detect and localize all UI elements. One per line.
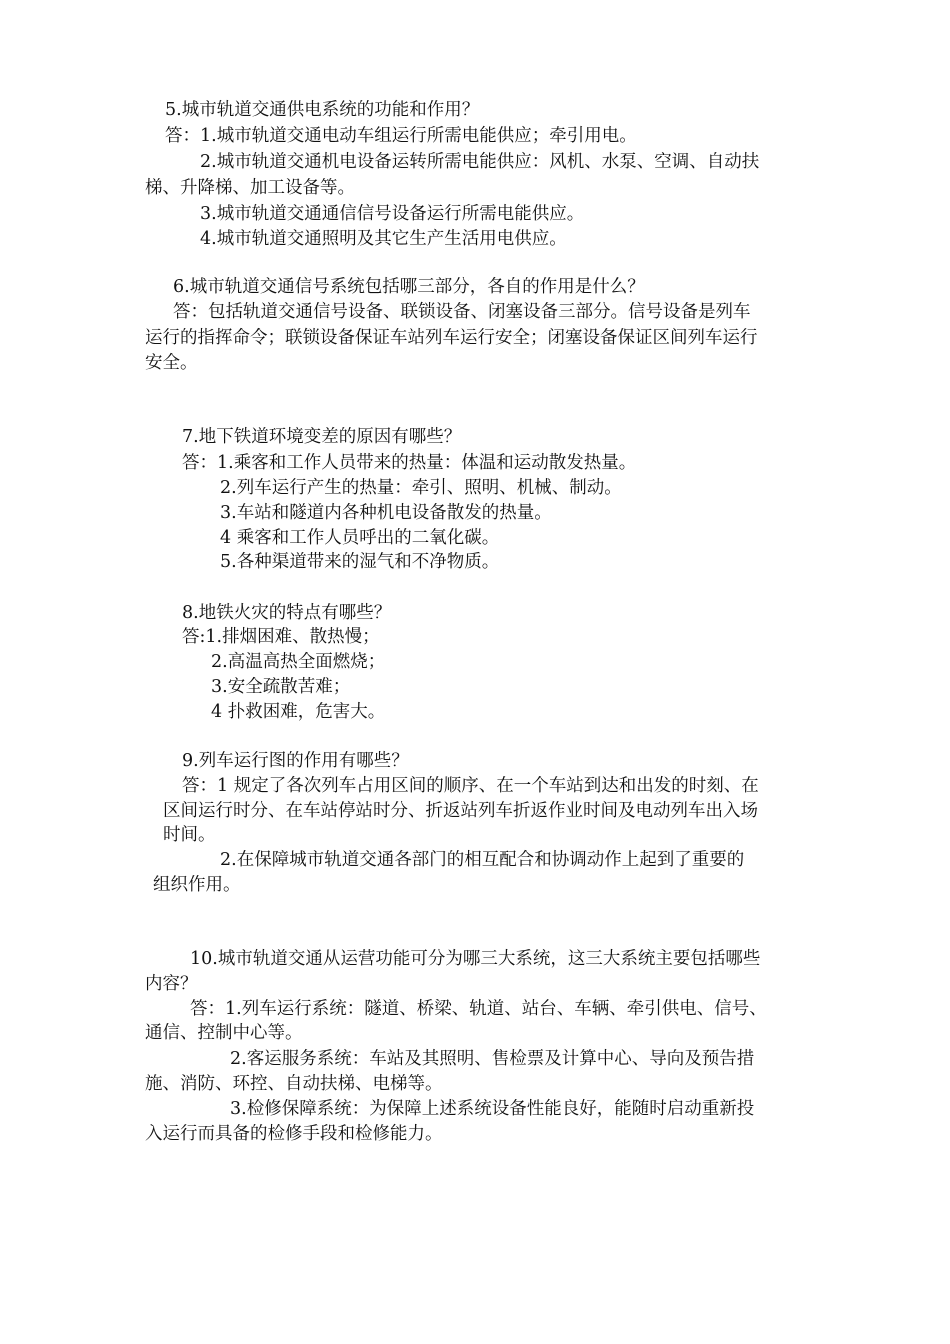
question-7-title: 7.地下铁道环境变差的原因有哪些？ (182, 427, 462, 447)
question-8-answer-line: 2.高温高热全面燃烧； (211, 652, 386, 672)
question-9-answer-line: 区间运行时分、在车站停站时分、折返站列车折返作业时间及电动列车出入场 (163, 801, 758, 821)
question-6-answer-line: 安全。 (145, 353, 198, 373)
question-9-answer-line: 时间。 (163, 825, 216, 845)
question-9-answer-line: 组织作用。 (153, 875, 241, 895)
question-5-answer-line: 3.城市轨道交通通信信号设备运行所需电能供应。 (200, 204, 585, 224)
question-9-title: 9.列车运行图的作用有哪些？ (182, 751, 409, 771)
question-10-answer-line: 入运行而具备的检修手段和检修能力。 (145, 1124, 443, 1144)
question-9-answer-line: 2.在保障城市轨道交通各部门的相互配合和协调动作上起到了重要的 (220, 850, 745, 870)
question-10-answer-line: 3.检修保障系统：为保障上述系统设备性能良好，能随时启动重新投 (230, 1099, 755, 1119)
question-10-answer-line: 2.客运服务系统：车站及其照明、售检票及计算中心、导向及预告措 (230, 1049, 755, 1069)
question-6-title: 6.城市轨道交通信号系统包括哪三部分，各自的作用是什么？ (173, 277, 645, 297)
question-7-answer-line: 4 乘客和工作人员呼出的二氧化碳。 (220, 528, 500, 548)
question-5-answer-line: 梯、升降梯、加工设备等。 (145, 178, 355, 198)
question-8-answer-line: 3.安全疏散苦难； (211, 677, 351, 697)
question-10-answer-line: 通信、控制中心等。 (145, 1023, 303, 1043)
question-5-answer-line: 答：1.城市轨道交通电动车组运行所需电能供应；牵引用电。 (165, 126, 637, 146)
question-5-answer-line: 4.城市轨道交通照明及其它生产生活用电供应。 (200, 229, 567, 249)
question-7-answer-line: 答：1.乘客和工作人员带来的热量：体温和运动散发热量。 (182, 453, 637, 473)
question-7-answer-line: 3.车站和隧道内各种机电设备散发的热量。 (220, 503, 552, 523)
question-7-answer-line: 5.各种渠道带来的湿气和不净物质。 (220, 552, 500, 572)
question-9-answer-line: 答：1 规定了各次列车占用区间的顺序、在一个车站到达和出发的时刻、在 (182, 776, 759, 796)
question-6-answer-line: 运行的指挥命令；联锁设备保证车站列车运行安全；闭塞设备保证区间列车运行 (145, 328, 758, 348)
question-8-answer-line: 4 扑救困难，危害大。 (211, 702, 386, 722)
question-6-answer-line: 答：包括轨道交通信号设备、联锁设备、闭塞设备三部分。信号设备是列车 (173, 302, 751, 322)
question-10-answer-line: 答：1.列车运行系统：隧道、桥梁、轨道、站台、车辆、牵引供电、信号、 (190, 999, 767, 1019)
question-10-title-line: 内容？ (145, 974, 198, 994)
question-5-answer-line: 2.城市轨道交通机电设备运转所需电能供应：风机、水泵、空调、自动扶 (200, 152, 760, 172)
question-7-answer-line: 2.列车运行产生的热量：牵引、照明、机械、制动。 (220, 478, 622, 498)
question-10-title-line: 10.城市轨道交通从运营功能可分为哪三大系统，这三大系统主要包括哪些 (190, 949, 761, 969)
question-8-title: 8.地铁火灾的特点有哪些？ (182, 603, 392, 623)
question-5-title: 5.城市轨道交通供电系统的功能和作用？ (165, 100, 480, 120)
question-8-answer-line: 答:1.排烟困难、散热慢； (182, 627, 380, 647)
question-10-answer-line: 施、消防、环控、自动扶梯、电梯等。 (145, 1074, 443, 1094)
